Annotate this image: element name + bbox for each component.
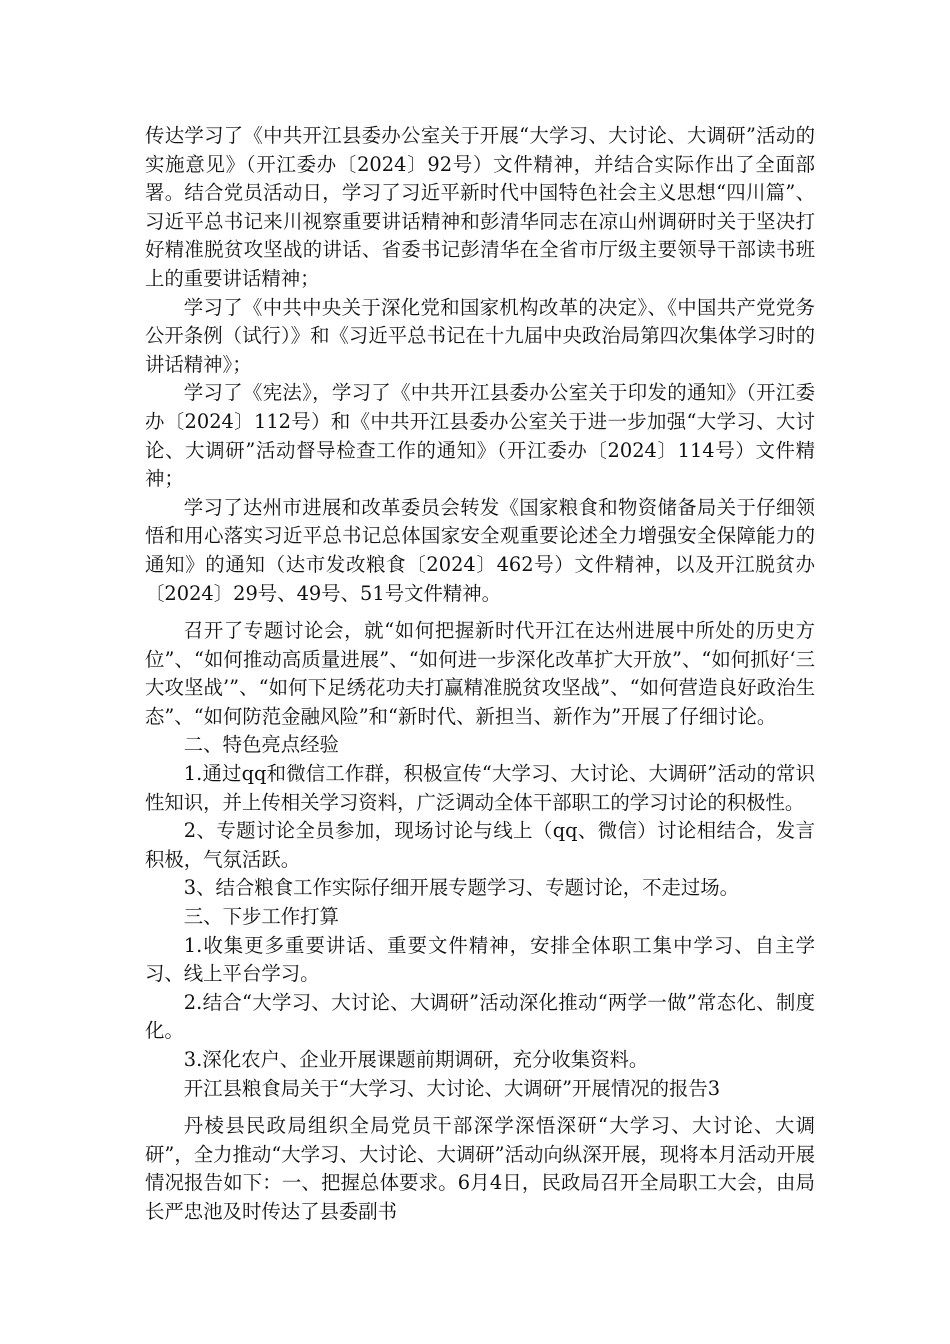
paragraph-15: 丹棱县民政局组织全局党员干部深学深悟深研“大学习、大讨论、大调研”，全力推动“大学习、大讨论、大调研”活动向纵深开展，现将本月活动开展情况报告如下：一、把握总体要求。6月4日，民政局召开全局职工大会，由局长严忠池及时传达了县委副书 xyxy=(145,1114,815,1223)
report-title: 开江县粮食局关于“大学习、大讨论、大调研”开展情况的报告3 xyxy=(183,1076,721,1100)
paragraph-9: 3、结合粮食工作实际仔细开展专题学习、专题讨论，不走过场。 xyxy=(183,876,740,900)
paragraph-7: 1.通过qq和微信工作群，积极宣传“大学习、大讨论、大调研”活动的常识性知识，并上传相关学习资料，广泛调动全体干部职工的学习讨论的积极性。 xyxy=(145,762,815,814)
paragraph-13: 3.深化农户、企业开展课题前期调研，充分收集资料。 xyxy=(183,1048,649,1071)
document-body xyxy=(145,122,815,1227)
section-heading-3: 三、下步工作打算 xyxy=(183,905,339,929)
paragraph-2: 学习了《中共中央关于深化党和国家机构改革的决定》、《中国共产党党务公开条例（试行）》和《习近平总书记在十九届中央政治局第四次集体学习时的讲话精神》； xyxy=(145,295,815,376)
paragraph-3: 学习了《宪法》，学习了《中共开江县委办公室关于印发的通知》（开江委办〔2024〕112号）和《中共开江县委办公室关于进一步加强“大学习、大讨论、大调研”活动督导检查工作的通知》（开江委办〔2024〕114号）文件精神； xyxy=(145,381,815,491)
section-heading-2: 二、特色亮点经验 xyxy=(183,733,339,757)
paragraph-12: 2.结合“大学习、大讨论、大调研”活动深化推动“两学一做”常态化、制度化。 xyxy=(145,990,815,1043)
paragraph-4: 学习了达州市进展和改革委员会转发《国家粮食和物资储备局关于仔细领悟和用心落实习近平总书记总体国家安全观重要论述全力增强安全保障能力的通知》的通知（达市发改粮食〔2024〕462号）文件精神，以及开江脱贫办〔2024〕29号、49号、51号文件精神。 xyxy=(145,495,815,605)
paragraph-8: 2、专题讨论全员参加，现场讨论与线上（qq、微信）讨论相结合，发言积极，气氛活跃。 xyxy=(145,819,815,871)
paragraph-1: 传达学习了《中共开江县委办公室关于开展“大学习、大讨论、大调研”活动的实施意见》（开江委办〔2024〕92号）文件精神，并结合实际作出了全面部署。结合党员活动日，学习了习近平新时代中国特色社会主义思想“四川篇”、习近平总书记来川视察重要讲话精神和彭清华同志在凉山州调研时关于坚决打好精准脱贫攻坚战的讲话、省委书记彭清华在全省市厅级主要领导干部读书班上的重要讲话精神； xyxy=(145,124,815,290)
paragraph-5: 召开了专题讨论会，就“如何把握新时代开江在达州进展中所处的历史方位”、“如何推动高质量进展”、“如何进一步深化改革扩大开放”、“如何抓好‘三大攻坚战’”、“如何下足绣花功夫打赢精准脱贫攻坚战”、“如何营造良好政治生态”、“如何防范金融风险”和“新时代、新担当、新作为”开展了仔细讨论。 xyxy=(145,619,815,728)
paragraph-11: 1.收集更多重要讲话、重要文件精神，安排全体职工集中学习、自主学习、线上平台学习。 xyxy=(145,933,815,986)
